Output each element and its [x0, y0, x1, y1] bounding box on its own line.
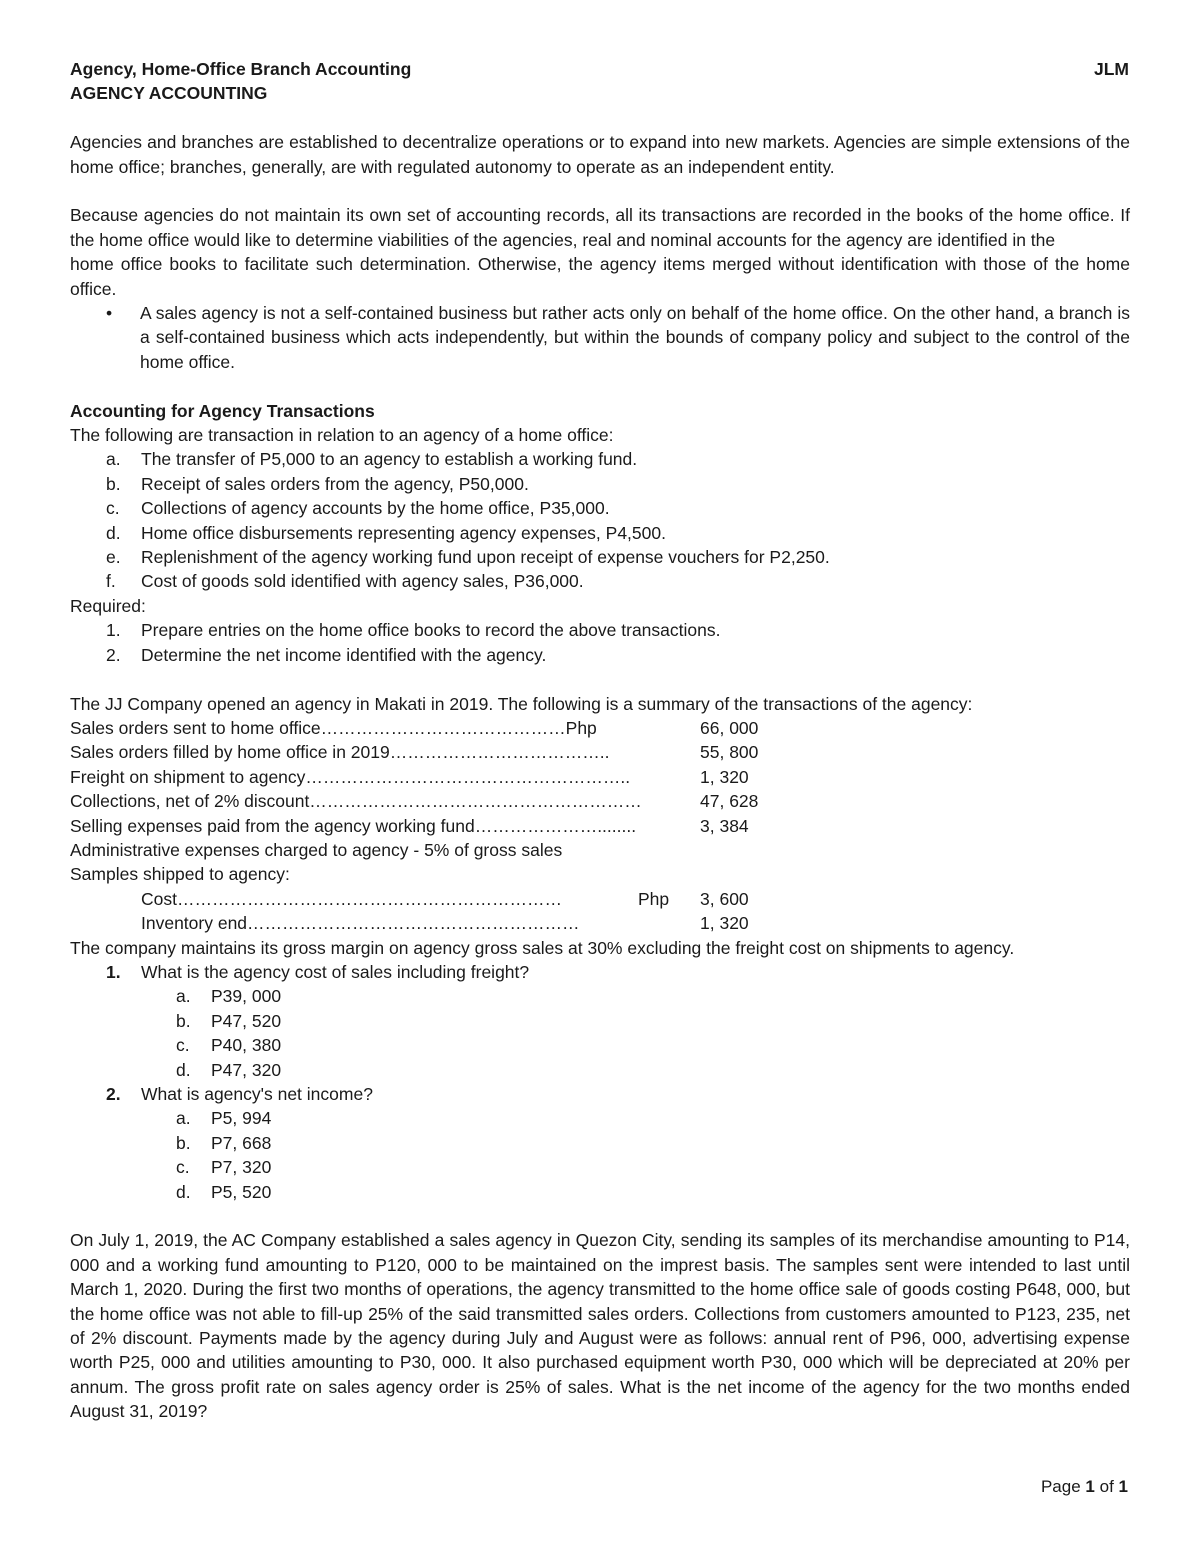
choice-text: P7, 320 [211, 1157, 272, 1178]
choice-item [70, 1155, 1130, 1179]
list-item [70, 545, 1130, 569]
jj-sample-label: Inventory end………………………………………………… [141, 913, 580, 934]
choice-marker: c. [176, 1035, 190, 1056]
list-text: Receipt of sales orders from the agency, P50,000. [141, 473, 529, 494]
jj-sample-value: 3, 600 [700, 888, 749, 909]
jj-row-value: 66, 000 [700, 717, 759, 738]
choice-marker: a. [176, 1108, 191, 1129]
jj-sample-currency [638, 911, 700, 935]
page-of-word: of [1099, 1477, 1114, 1496]
jj-row [70, 740, 1130, 764]
bullet-item: • A sales agency is not a self-contained business but rather acts only on behalf of the home office. On the other hand, a branch is a self-contained business which acts independently, but within the bounds of company policy and subject to the control of the home office. [70, 301, 1130, 374]
jj-admin-note: Administrative expenses charged to agency - 5% of gross sales [70, 839, 563, 860]
question-item [70, 1082, 1130, 1106]
jj-sample-label: Cost………………………………………………………… [141, 888, 562, 909]
list-marker: b. [106, 473, 121, 494]
jj-row [70, 716, 1130, 740]
jj-row-label: Selling expenses paid from the agency working fund…………………........ [70, 815, 637, 836]
question-marker: 1. [106, 961, 121, 982]
question-text: What is the agency cost of sales including freight? [141, 961, 530, 982]
choice-item [70, 1058, 1130, 1082]
list-item [70, 569, 1130, 593]
author-initials: JLM [1094, 59, 1129, 79]
choice-item [70, 1106, 1130, 1130]
ac-problem-paragraph: On July 1, 2019, the AC Company established a sales agency in Quezon City, sending its samples of its merchandise amounting to P14, 000 and a working fund amounting to P120, 000 to be maintained on the imprest basis. The samples sent were intended to last until March 1, 2020. During the first two months of operations, the agency transmitted to the home office sale of goods costing P648, 000, but the home office was not able to fill-up 25% of the said transmitted sales orders. Collections from customers amounted to P123, 235, net of 2% discount. Payments made by the agency during July and August were as follows: annual rent of P96, 000, advertising expense worth P25, 000 and utilities amounting to P30, 000. It also purchased equipment worth P30, 000 which will be depreciated at 20% per annum. The gross profit rate on sales agency order is 25% of sales. What is the net income of the agency for the two months ended August 31, 2019? [70, 1230, 1130, 1422]
list-text: Determine the net income identified with the agency. [141, 644, 547, 665]
choice-text: P39, 000 [211, 986, 282, 1007]
list-marker: f. [106, 571, 116, 592]
choice-item [70, 1131, 1130, 1155]
choice-marker: c. [176, 1157, 190, 1178]
list-text: Replenishment of the agency working fund upon receipt of expense vouchers for P2,250. [141, 547, 830, 568]
list-text: Collections of agency accounts by the home office, P35,000. [141, 498, 610, 519]
jj-sample-row [70, 887, 1130, 911]
document-body [70, 57, 1130, 1424]
jj-row-label: Sales orders filled by home office in 2019……………………………….. [70, 742, 610, 763]
choice-list [70, 984, 1130, 1082]
page-number [1041, 1475, 1128, 1499]
list-marker: 2. [106, 644, 121, 665]
list-text: Home office disbursements representing agency expenses, P4,500. [141, 522, 666, 543]
intro-paragraph-2a: Because agencies do not maintain its own set of accounting records, all its transactions are recorded in the books of the home office. If the home office would like to determine viabilities of the agencies, real and nominal accounts for the agency are identified in the [70, 205, 1130, 250]
list-marker: a. [106, 449, 121, 470]
list-marker: d. [106, 522, 121, 543]
transactions-heading: Accounting for Agency Transactions [70, 400, 375, 421]
jj-row [70, 814, 1130, 838]
question-text: What is agency's net income? [141, 1084, 373, 1104]
transactions-list [70, 447, 1130, 593]
list-item [70, 472, 1130, 496]
choice-marker: d. [176, 1059, 191, 1080]
jj-row-value: 47, 628 [700, 791, 759, 812]
choice-text: P47, 520 [211, 1010, 282, 1031]
choice-text: P40, 380 [211, 1035, 282, 1056]
jj-question-list [70, 1082, 1130, 1106]
intro-paragraph-1: Agencies and branches are established to decentralize operations or to expand into new markets. Agencies are simple extensions of the home office; branches, generally, are with regulated autonomy to operate as an independent entity. [70, 132, 1130, 177]
list-marker: c. [106, 498, 120, 519]
question-marker: 2. [106, 1084, 121, 1104]
jj-sample-value: 1, 320 [700, 913, 749, 934]
list-item [70, 447, 1130, 471]
list-item [70, 496, 1130, 520]
jj-row-value: 1, 320 [700, 766, 749, 787]
jj-lead: The JJ Company opened an agency in Makati in 2019. The following is a summary of the transactions of the agency: [70, 693, 973, 714]
jj-row-label: Collections, net of 2% discount………………………………………………… [70, 791, 642, 812]
list-marker: 1. [106, 620, 121, 641]
jj-row-label: Freight on shipment to agency……………………………………………….. [70, 766, 631, 787]
choice-text: P7, 668 [211, 1132, 272, 1153]
jj-sample-currency: Php [638, 888, 670, 909]
page-total: 1 [1118, 1477, 1128, 1496]
choice-text: P5, 994 [211, 1108, 272, 1129]
required-list [70, 618, 1130, 667]
document-title: Agency, Home-Office Branch Accounting [70, 59, 412, 79]
choice-item [70, 984, 1130, 1008]
section-heading: AGENCY ACCOUNTING [70, 83, 268, 104]
jj-margin-note: The company maintains its gross margin on agency gross sales at 30% excluding the freight cost on shipments to agency. [70, 937, 1015, 958]
choice-marker: b. [176, 1132, 191, 1153]
list-text: Cost of goods sold identified with agency sales, P36,000. [141, 571, 584, 592]
list-marker: e. [106, 547, 121, 568]
choice-marker: d. [176, 1181, 191, 1202]
document-header [70, 57, 1130, 81]
required-label: Required: [70, 595, 146, 616]
jj-row-label: Sales orders sent to home office……………………………………Php [70, 717, 597, 738]
choice-item [70, 1009, 1130, 1033]
list-item [70, 521, 1130, 545]
choice-text: P47, 320 [211, 1059, 282, 1080]
jj-question-list [70, 960, 1130, 984]
page-current: 1 [1085, 1477, 1095, 1496]
list-text: Prepare entries on the home office books to record the above transactions. [141, 620, 721, 641]
jj-row-value: 55, 800 [700, 742, 759, 763]
jj-sample-row [70, 911, 1130, 935]
choice-text: P5, 520 [211, 1181, 272, 1202]
question-item [70, 960, 1130, 984]
list-item [70, 618, 1130, 642]
choice-marker: b. [176, 1010, 191, 1031]
intro-paragraph-2b: home office books to facilitate such determination. Otherwise, the agency items merged without identification with those of the home office. [70, 254, 1130, 299]
choice-marker: a. [176, 986, 191, 1007]
intro-bullet-list [70, 301, 1130, 374]
choice-list [70, 1106, 1130, 1204]
list-item [70, 643, 1130, 667]
list-text: The transfer of P5,000 to an agency to establish a working fund. [141, 449, 638, 470]
jj-row [70, 789, 1130, 813]
choice-item [70, 1033, 1130, 1057]
jj-row-value: 3, 384 [700, 815, 749, 836]
jj-samples-label: Samples shipped to agency: [70, 864, 290, 885]
page-word: Page [1040, 1477, 1081, 1496]
jj-row [70, 765, 1130, 789]
transactions-lead: The following are transaction in relation to an agency of a home office: [70, 425, 614, 446]
choice-item [70, 1180, 1130, 1204]
